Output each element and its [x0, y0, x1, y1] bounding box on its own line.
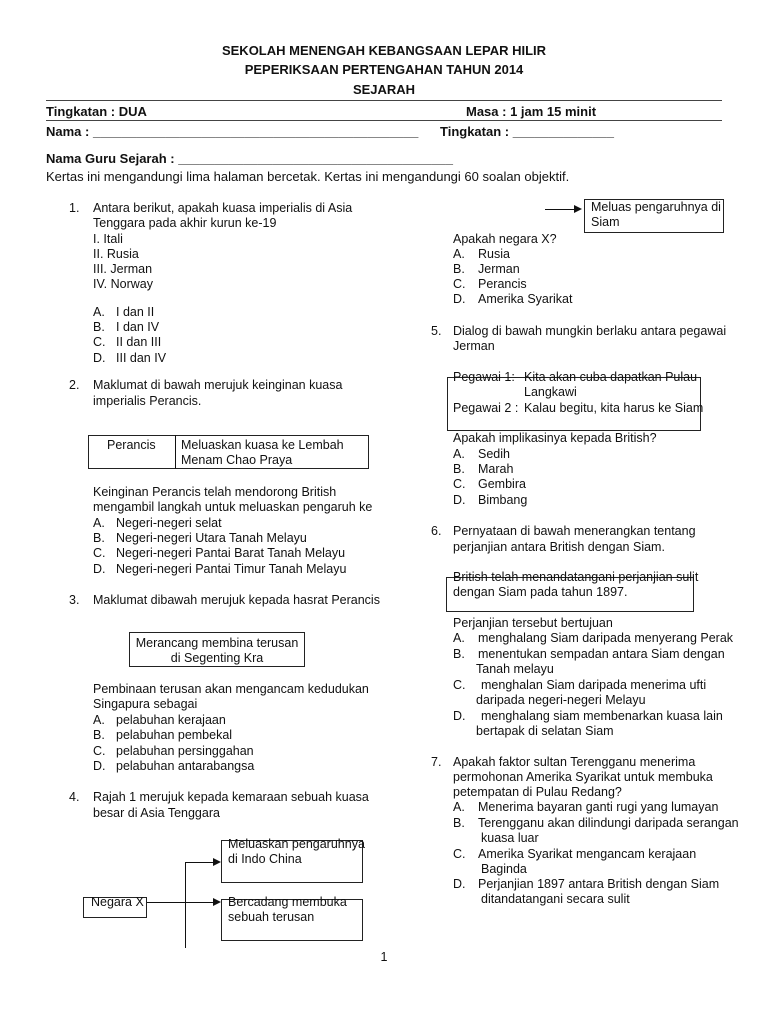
q6-question: Perjanjian tersebut bertujuan: [453, 616, 613, 630]
q1-option-text: II dan III: [116, 335, 162, 349]
q1-option-text: I dan IV: [116, 320, 160, 334]
q2-number: 2.: [69, 378, 80, 392]
q4-option-letter: C.: [453, 277, 466, 291]
q3-post-1: Pembinaan terusan akan mengancam kedudukan: [93, 682, 369, 696]
q6-option-letter: A.: [453, 631, 465, 645]
q4-stem-1: Rajah 1 merujuk kepada kemaraan sebuah kuasa: [93, 790, 369, 804]
q4-arrowhead-icon: [574, 205, 582, 213]
q4-option-text: Rusia: [478, 247, 510, 261]
instruction: Kertas ini mengandungi lima halaman bercetak. Kertas ini mengandungi 60 soalan objektif.: [46, 169, 570, 184]
masa-label: Masa : 1 jam 15 minit: [466, 104, 597, 119]
q6-option-letter: D.: [453, 709, 466, 723]
q4-box1-line-1: Meluaskan pengaruhnya: [228, 837, 365, 851]
q6-option-text-cont: Tanah melayu: [476, 662, 554, 676]
q1-option-text: III dan IV: [116, 351, 167, 365]
q6-option-text: menghalan Siam daripada menerima ufti: [481, 678, 707, 692]
q7-option-letter: B.: [453, 816, 465, 830]
q4-question: Apakah negara X?: [453, 232, 557, 246]
q6-option-text: menentukan sempadan antara Siam dengan: [478, 647, 725, 661]
q4-box3-line-1: Meluas pengaruhnya di: [591, 200, 721, 214]
q7-option-letter: C.: [453, 847, 466, 861]
q5-option-text: Bimbang: [478, 493, 528, 507]
q7-option-text-cont: kuasa luar: [481, 831, 539, 845]
q6-option-text-cont: daripada negeri-negeri Melayu: [476, 693, 646, 707]
q4-arrow-shaft-siam: [545, 209, 574, 210]
q1-stem-2: Tenggara pada akhir kurun ke-19: [93, 216, 277, 230]
q2-option-text: Negeri-negeri Utara Tanah Melayu: [116, 531, 307, 545]
q2-option-letter: D.: [93, 562, 106, 576]
q3-option-letter: D.: [93, 759, 106, 773]
q4-stem-2: besar di Asia Tenggara: [93, 806, 220, 820]
q2-stem-1: Maklumat di bawah merujuk keinginan kuasa: [93, 378, 343, 392]
q6-option-letter: B.: [453, 647, 465, 661]
q5-p1-text-1: Kita akan cuba dapatkan Pulau: [524, 370, 698, 384]
q4-arrow-shaft-main: [147, 902, 213, 903]
page-number: 1: [380, 950, 388, 964]
q2-stem-2: imperialis Perancis.: [93, 394, 202, 408]
nama-label: Nama : _____________________________________________: [46, 124, 419, 139]
q7-option-letter: A.: [453, 800, 465, 814]
tingkatan-label: Tingkatan : DUA: [46, 104, 147, 119]
q3-option-text: pelabuhan antarabangsa: [116, 759, 255, 773]
q6-option-text: menghalang siam membenarkan kuasa lain: [481, 709, 723, 723]
q2-post-1: Keinginan Perancis telah mendorong British: [93, 485, 337, 499]
q5-option-letter: D.: [453, 493, 466, 507]
q3-option-letter: A.: [93, 713, 105, 727]
q1-option-letter: B.: [93, 320, 105, 334]
rule-top: [46, 100, 722, 101]
q4-negara-x: Negara X: [91, 895, 144, 909]
q5-p1-label: Pegawai 1:: [453, 370, 515, 384]
q2-option-letter: C.: [93, 546, 106, 560]
q3-stem: Maklumat dibawah merujuk kepada hasrat Perancis: [93, 593, 380, 607]
q5-p2-label: Pegawai 2 :: [453, 401, 519, 415]
school-title: SEKOLAH MENENGAH KEBANGSAAN LEPAR HILIR: [221, 43, 547, 58]
q4-box3-line-2: Siam: [591, 215, 620, 229]
q2-option-text: Negeri-negeri Pantai Barat Tanah Melayu: [116, 546, 346, 560]
q5-option-text: Marah: [478, 462, 514, 476]
q6-option-text: menghalang Siam daripada menyerang Perak: [478, 631, 734, 645]
q2-option-letter: A.: [93, 516, 105, 530]
q4-option-letter: B.: [453, 262, 465, 276]
q3-option-letter: C.: [93, 744, 106, 758]
q1-option-text: I dan II: [116, 305, 155, 319]
q4-number: 4.: [69, 790, 80, 804]
q4-arrowhead-icon: [213, 898, 221, 906]
subject-title: SEJARAH: [352, 82, 416, 97]
q5-question: Apakah implikasinya kepada British?: [453, 431, 657, 445]
q2-table-left: Perancis: [107, 438, 156, 452]
q1-item: I. Itali: [93, 232, 123, 246]
q4-arrowhead-icon: [213, 858, 221, 866]
q1-stem-1: Antara berikut, apakah kuasa imperialis di Asia: [93, 201, 353, 215]
q5-option-letter: C.: [453, 477, 466, 491]
q6-option-letter: C.: [453, 678, 466, 692]
q3-box-line-2: di Segenting Kra: [170, 651, 264, 665]
q4-box2-line-1: Bercadang membuka: [228, 895, 347, 909]
tingkatan2-label: Tingkatan : ______________: [440, 124, 614, 139]
q3-box-line-1: Merancang membina terusan: [135, 636, 299, 650]
guru-label: Nama Guru Sejarah : ______________________________________: [46, 151, 453, 166]
q6-box-line-2: dengan Siam pada tahun 1897.: [453, 585, 628, 599]
q7-stem-3: petempatan di Pulau Redang?: [453, 785, 622, 799]
q7-option-text: Amerika Syarikat mengancam kerajaan: [478, 847, 697, 861]
q7-option-text-cont: ditandatangani secara sulit: [481, 892, 630, 906]
q4-option-text: Perancis: [478, 277, 527, 291]
q4-box2-line-2: sebuah terusan: [228, 910, 315, 924]
q4-option-text: Amerika Syarikat: [478, 292, 573, 306]
q1-number: 1.: [69, 201, 80, 215]
q5-option-letter: B.: [453, 462, 465, 476]
exam-title: PEPERIKSAAN PERTENGAHAN TAHUN 2014: [244, 62, 524, 77]
q2-table-divider: [175, 435, 176, 469]
q3-option-letter: B.: [93, 728, 105, 742]
q6-number: 6.: [431, 524, 442, 538]
q2-option-text: Negeri-negeri Pantai Timur Tanah Melayu: [116, 562, 347, 576]
q4-box1-line-2: di Indo China: [228, 852, 302, 866]
q4-option-letter: A.: [453, 247, 465, 261]
q7-option-text: Menerima bayaran ganti rugi yang lumayan: [478, 800, 719, 814]
q3-option-text: pelabuhan pembekal: [116, 728, 233, 742]
q7-stem-2: permohonan Amerika Syarikat untuk membuka: [453, 770, 713, 784]
q3-option-text: pelabuhan kerajaan: [116, 713, 226, 727]
rule-mid: [46, 120, 722, 121]
q5-option-letter: A.: [453, 447, 465, 461]
q1-item: II. Rusia: [93, 247, 139, 261]
q5-number: 5.: [431, 324, 442, 338]
q7-option-text-cont: Baginda: [481, 862, 527, 876]
q7-stem-1: Apakah faktor sultan Terengganu menerima: [453, 755, 696, 769]
q5-option-text: Sedih: [478, 447, 510, 461]
q4-option-letter: D.: [453, 292, 466, 306]
q4-option-text: Jerman: [478, 262, 520, 276]
q2-option-text: Negeri-negeri selat: [116, 516, 222, 530]
q6-stem-1: Pernyataan di bawah menerangkan tentang: [453, 524, 696, 538]
q5-stem-1: Dialog di bawah mungkin berlaku antara pegawai: [453, 324, 727, 338]
q1-item: III. Jerman: [93, 262, 153, 276]
q1-option-letter: D.: [93, 351, 106, 365]
q7-number: 7.: [431, 755, 442, 769]
q2-table-right-1: Meluaskan kuasa ke Lembah: [181, 438, 344, 452]
q2-option-letter: B.: [93, 531, 105, 545]
q7-option-text: Perjanjian 1897 antara British dengan Siam: [478, 877, 720, 891]
q6-stem-2: perjanjian antara British dengan Siam.: [453, 540, 665, 554]
q2-table-right-2: Menam Chao Praya: [181, 453, 293, 467]
q2-post-2: mengambil langkah untuk meluaskan pengaruh ke: [93, 500, 373, 514]
q1-option-letter: C.: [93, 335, 106, 349]
q3-post-2: Singapura sebagai: [93, 697, 198, 711]
q4-arrow-shaft-top: [185, 862, 213, 863]
q5-option-text: Gembira: [478, 477, 526, 491]
q3-option-text: pelabuhan persinggahan: [116, 744, 254, 758]
q1-option-letter: A.: [93, 305, 105, 319]
q6-option-text-cont: bertapak di selatan Siam: [476, 724, 614, 738]
q3-number: 3.: [69, 593, 80, 607]
q5-p2-text: Kalau begitu, kita harus ke Siam: [524, 401, 704, 415]
q6-box-line-1: British telah menandatangani perjanjian sulit: [453, 570, 699, 584]
q4-vertical-connector: [185, 862, 186, 948]
q1-item: IV. Norway: [93, 277, 153, 291]
q5-stem-2: Jerman: [453, 339, 495, 353]
q7-option-text: Terengganu akan dilindungi daripada serangan: [478, 816, 739, 830]
q5-p1-text-2: Langkawi: [524, 385, 577, 399]
q7-option-letter: D.: [453, 877, 466, 891]
